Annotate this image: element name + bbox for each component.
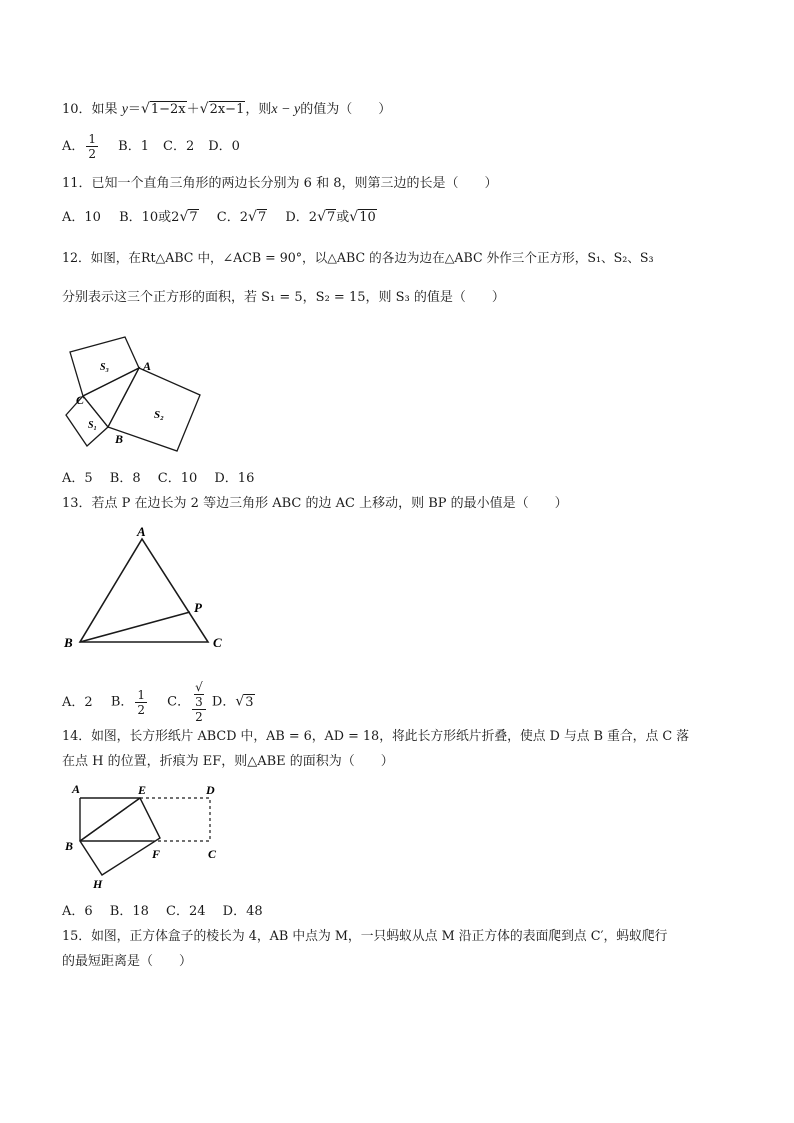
label-a: A bbox=[72, 782, 81, 796]
label-s1: S₁ bbox=[88, 420, 98, 431]
q11-options: A．10 B．10或2√7 C．2√7 D．2√7或√10 bbox=[62, 209, 376, 225]
q15-stem-line1: 15．如图，正方体盒子的棱长为 4，AB 中点为 M，一只蚂蚁从点 M 沿正方体的表面爬到点 C′，蚂蚁爬行 bbox=[62, 929, 668, 944]
label-b: B bbox=[65, 839, 74, 853]
triangle-abc bbox=[83, 368, 139, 427]
label-e: E bbox=[138, 783, 147, 797]
q14-stem-line1: 14．如图，长方形纸片 ABCD 中，AB = 6，AD = 18，将此长方形纸片折叠，使点 D 与点 B 重合，点 C 落 bbox=[62, 729, 690, 744]
q14-options: A．6 B．18 C．24 D．48 bbox=[62, 904, 263, 919]
q10-options: A． $\frac{1}{2}$ B．1 C．2 D．0 bbox=[62, 132, 240, 161]
label-c: C bbox=[76, 393, 85, 407]
segment-bp bbox=[80, 612, 190, 642]
segment-be bbox=[80, 798, 140, 841]
label-f: F bbox=[152, 847, 161, 861]
label-c: C bbox=[213, 635, 222, 650]
q15-stem-line2: 的最短距离是（ ） bbox=[62, 954, 193, 969]
triangle-abc bbox=[80, 539, 208, 642]
q12-figure bbox=[60, 330, 210, 450]
label-b: B bbox=[115, 432, 124, 446]
fraction: $\frac{1}{2}$ bbox=[88, 132, 97, 161]
q13-stem: 13．若点 P 在边长为 2 等边三角形 ABC 的边 AC 上移动，则 BP 的最小值是（ ） bbox=[62, 496, 568, 511]
q12-stem-line1: 12．如图，在Rt△ABC 中，∠ACB = 90°，以△ABC 的各边为边在△ABC 外作三个正方形，S₁、S₂、S₃ bbox=[62, 250, 654, 265]
label-s3: S₃ bbox=[100, 362, 110, 373]
q10-stem: 10．如果 y＝√1−2x＋√2x−1，则x − y的值为（ ） bbox=[62, 101, 392, 117]
q14-stem-line2: 在点 H 的位置，折痕为 EF，则△ABE 的面积为（ ） bbox=[62, 754, 394, 769]
q13-options: A．2 B． $\frac{1}{2}$ C． √ 3 2 D．√3 bbox=[62, 680, 254, 724]
label-d: D bbox=[206, 783, 215, 797]
label-p: P bbox=[194, 600, 202, 615]
q14-figure bbox=[60, 780, 230, 895]
q12-options: A．5 B．8 C．10 D．16 bbox=[62, 471, 255, 486]
label-h: H bbox=[93, 877, 103, 891]
square-s1 bbox=[66, 396, 108, 446]
label-a: A bbox=[143, 359, 152, 373]
label-b: B bbox=[64, 635, 73, 650]
q12-stem-line2: 分别表示这三个正方形的面积，若 S₁ = 5，S₂ = 15，则 S₃ 的值是（ ） bbox=[62, 290, 505, 305]
q11-stem: 11．已知一个直角三角形的两边长分别为 6 和 8，则第三边的长是（ ） bbox=[62, 176, 498, 191]
label-a: A bbox=[137, 524, 146, 539]
label-s2: S₂ bbox=[154, 409, 164, 421]
folded-part bbox=[80, 798, 160, 875]
label-c: C bbox=[208, 847, 217, 861]
q13-figure bbox=[60, 522, 230, 652]
